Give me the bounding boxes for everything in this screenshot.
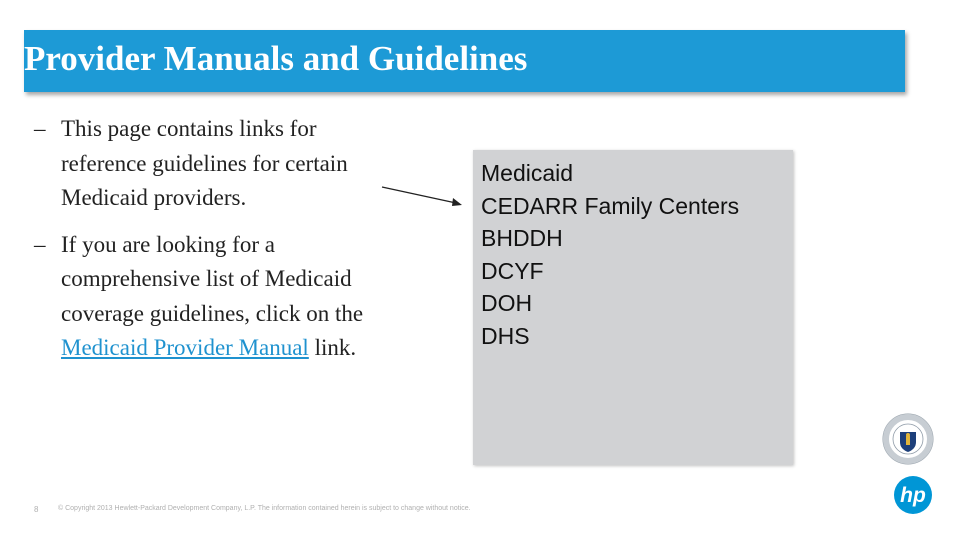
bullet-dash: – (34, 116, 46, 141)
bullet-dash: – (34, 231, 46, 257)
provider-item-dhs[interactable]: DHS (481, 322, 530, 349)
page-number: 8 (34, 505, 39, 514)
provider-item-cedarr[interactable]: CEDARR Family Centers (481, 192, 740, 219)
state-seal-icon (882, 413, 934, 465)
medicaid-provider-manual-link[interactable]: Medicaid Provider Manual (61, 335, 309, 360)
bullet-text: This page contains links for reference guidelines for certain Medicaid providers. (61, 116, 348, 210)
bullet-text-before: If you are looking for a comprehensive list of Medicaid coverage guidelines, click on the (61, 231, 364, 326)
bullet-text-after: link. (308, 335, 357, 360)
bullet-list (34, 112, 404, 378)
provider-item-bhddh[interactable]: BHDDH (481, 225, 563, 251)
provider-item-doh[interactable]: DOH (481, 290, 533, 316)
page-title: Provider Manuals and Guidelines (24, 39, 528, 78)
bullet-item-1 (34, 112, 404, 216)
hp-logo-icon (893, 475, 933, 515)
hp-logo-text: hp (900, 484, 926, 507)
copyright-notice: © Copyright 2013 Hewlett-Packard Development Company, L.P. The information contained herein is subject to change without notice. (58, 505, 471, 512)
provider-item-dcyf[interactable]: DCYF (481, 257, 544, 284)
provider-item-medicaid[interactable]: Medicaid (481, 160, 574, 186)
pointer-arrow-icon (380, 184, 466, 210)
bullet-item-2 (34, 228, 404, 366)
provider-list (473, 150, 793, 352)
title-bar (24, 30, 905, 92)
provider-list-box (473, 150, 793, 465)
